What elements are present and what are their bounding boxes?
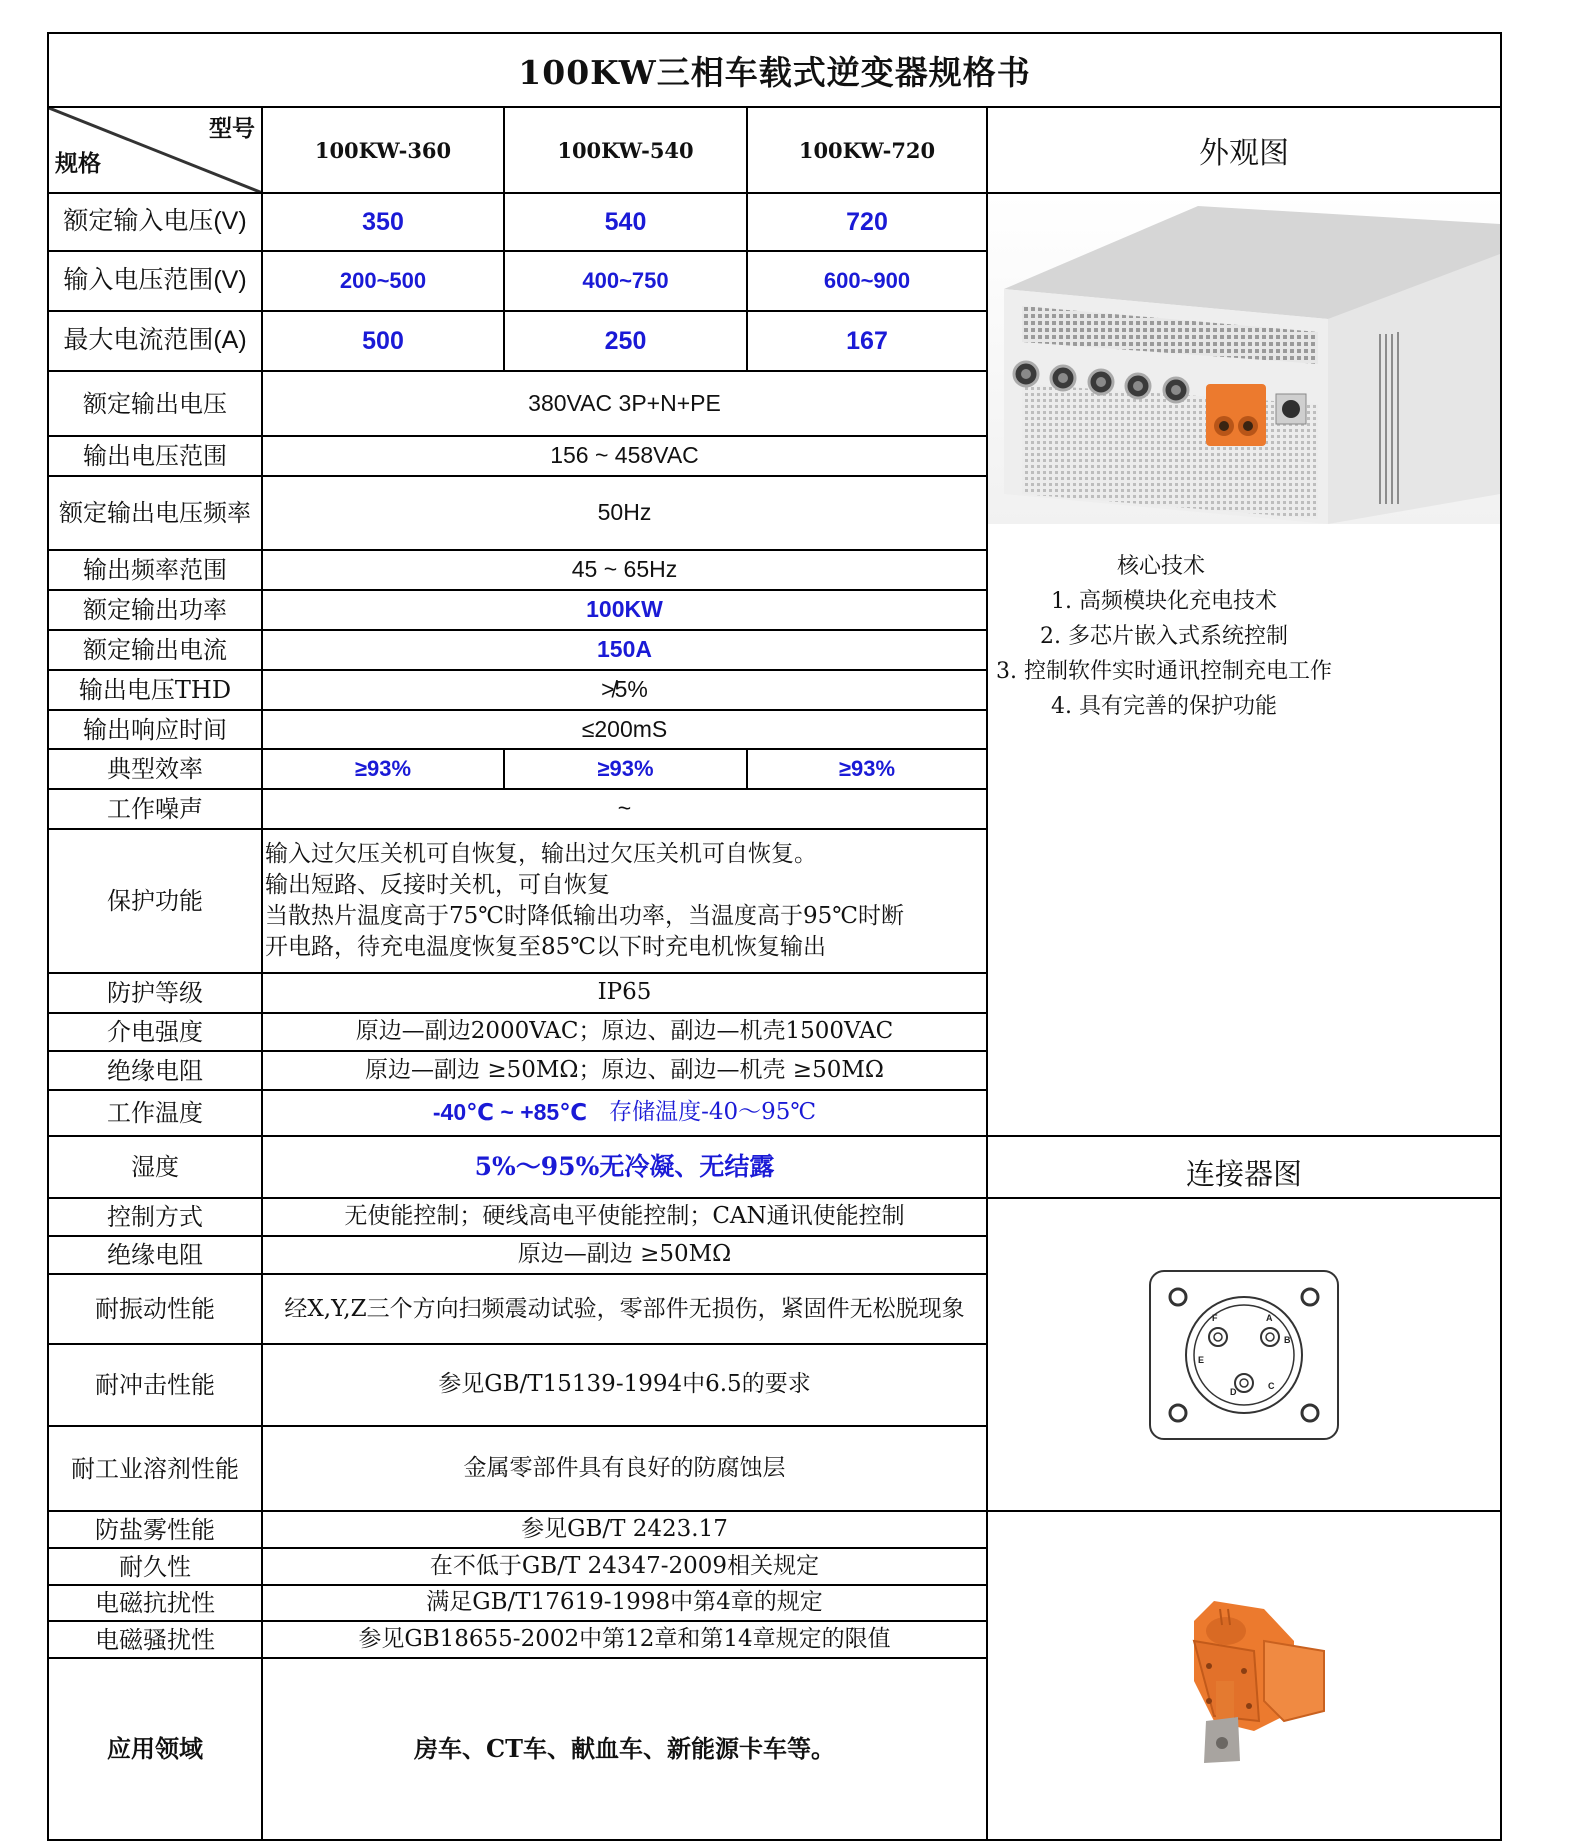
core-technology-item: 3. 控制软件实时通讯控制充电工作 bbox=[996, 659, 1332, 684]
connector-drawing-panel bbox=[986, 1197, 1502, 1512]
row-label-rated-output-frequency: 额定输出电压频率 bbox=[47, 475, 263, 551]
input-voltage-range-720: 600~900 bbox=[746, 250, 988, 312]
row-label-output-thd: 输出电压THD bbox=[47, 669, 263, 711]
row-label-control-mode: 控制方式 bbox=[47, 1197, 263, 1237]
max-current-360: 500 bbox=[261, 310, 505, 372]
output-thd-value: ≯5% bbox=[261, 669, 988, 711]
row-label-protection: 保护功能 bbox=[47, 828, 263, 974]
rated-input-voltage-720: 720 bbox=[746, 192, 988, 252]
storage-temp-range: 存储温度-40～95℃ bbox=[609, 1099, 817, 1126]
model-header-540: 100KW-540 bbox=[503, 106, 748, 194]
appearance-panel bbox=[986, 192, 1502, 1137]
row-label-application: 应用领域 bbox=[47, 1657, 263, 1841]
svg-text:A: A bbox=[1266, 1312, 1273, 1323]
row-label-output-voltage-range: 输出电压范围 bbox=[47, 435, 263, 477]
header-model-label: 型号 bbox=[209, 115, 255, 142]
output-voltage-range-value: 156 ~ 458VAC bbox=[261, 435, 988, 477]
row-label-rated-input-voltage: 额定输入电压(V) bbox=[47, 192, 263, 252]
core-technology-section bbox=[990, 549, 1332, 724]
core-technology-title: 核心技术 bbox=[1116, 554, 1205, 579]
protection-line: 输入过欠压关机可自恢复，输出过欠压关机可自恢复。 bbox=[265, 841, 817, 867]
row-label-efficiency: 典型效率 bbox=[47, 748, 263, 790]
row-label-rated-output-current: 额定输出电流 bbox=[47, 629, 263, 671]
row-label-insulation-resistance-2: 绝缘电阻 bbox=[47, 1235, 263, 1275]
protection-line: 开电路，待充电温度恢复至85℃以下时充电机恢复输出 bbox=[265, 934, 826, 960]
orange-connector-image bbox=[1154, 1581, 1334, 1771]
efficiency-360: ≥93% bbox=[261, 748, 505, 790]
max-current-540: 250 bbox=[503, 310, 748, 372]
svg-text:D: D bbox=[1230, 1386, 1237, 1397]
shock-value: 参见GB/T15139-1994中6.5的要求 bbox=[261, 1343, 988, 1427]
salt-fog-value: 参见GB/T 2423.17 bbox=[261, 1510, 988, 1549]
noise-value: ~ bbox=[261, 788, 988, 830]
document-title: 100KW三相车载式逆变器规格书 bbox=[47, 32, 1502, 108]
efficiency-540: ≥93% bbox=[503, 748, 748, 790]
protection-line: 输出短路、反接时关机，可自恢复 bbox=[265, 872, 610, 898]
humidity-value: 5%～95%无冷凝、无结露 bbox=[261, 1135, 988, 1199]
rated-output-frequency-value: 50Hz bbox=[261, 475, 988, 551]
connector-photo-panel bbox=[986, 1510, 1502, 1841]
operating-temperature-value bbox=[261, 1089, 988, 1137]
row-label-solvent-resistance: 耐工业溶剂性能 bbox=[47, 1425, 263, 1512]
model-header-360: 100KW-360 bbox=[261, 106, 505, 194]
svg-text:F: F bbox=[1212, 1312, 1218, 1323]
solvent-resistance-value: 金属零部件具有良好的防腐蚀层 bbox=[261, 1425, 988, 1512]
inverter-product-image bbox=[988, 194, 1500, 524]
row-label-output-frequency-range: 输出频率范围 bbox=[47, 549, 263, 591]
svg-text:B: B bbox=[1284, 1334, 1291, 1345]
row-label-operating-temperature: 工作温度 bbox=[47, 1089, 263, 1137]
rated-input-voltage-540: 540 bbox=[503, 192, 748, 252]
vibration-value: 经X,Y,Z三个方向扫频震动试验，零部件无损伤，紧固件无松脱现象 bbox=[261, 1273, 988, 1345]
application-value: 房车、CT车、献血车、新能源卡车等。 bbox=[261, 1657, 988, 1841]
header-corner-cell bbox=[47, 106, 263, 194]
row-label-shock: 耐冲击性能 bbox=[47, 1343, 263, 1427]
row-label-response-time: 输出响应时间 bbox=[47, 709, 263, 750]
model-header-720: 100KW-720 bbox=[746, 106, 988, 194]
output-frequency-range-value: 45 ~ 65Hz bbox=[261, 549, 988, 591]
rated-output-current-value: 150A bbox=[261, 629, 988, 671]
header-spec-label: 规格 bbox=[55, 150, 101, 177]
core-technology-item: 4. 具有完善的保护功能 bbox=[1051, 694, 1277, 719]
row-label-max-current-range: 最大电流范围(A) bbox=[47, 310, 263, 372]
rated-output-voltage-value: 380VAC 3P+N+PE bbox=[261, 370, 988, 437]
response-time-value: ≤200mS bbox=[261, 709, 988, 750]
row-label-emc-emission: 电磁骚扰性 bbox=[47, 1620, 263, 1659]
row-label-noise: 工作噪声 bbox=[47, 788, 263, 830]
input-voltage-range-540: 400~750 bbox=[503, 250, 748, 312]
dielectric-strength-value: 原边—副边2000VAC；原边、副边—机壳1500VAC bbox=[261, 1012, 988, 1052]
row-label-salt-fog: 防盐雾性能 bbox=[47, 1510, 263, 1549]
core-technology-item: 1. 高频模块化充电技术 bbox=[1051, 589, 1277, 614]
row-label-input-voltage-range: 输入电压范围(V) bbox=[47, 250, 263, 312]
durability-value: 在不低于GB/T 24347-2009相关规定 bbox=[261, 1547, 988, 1586]
connector-pinout-drawing bbox=[1144, 1265, 1344, 1445]
row-label-rated-output-power: 额定输出功率 bbox=[47, 589, 263, 631]
row-label-protection-level: 防护等级 bbox=[47, 972, 263, 1014]
row-label-dielectric-strength: 介电强度 bbox=[47, 1012, 263, 1052]
svg-text:E: E bbox=[1198, 1354, 1205, 1365]
row-label-rated-output-voltage: 额定输出电压 bbox=[47, 370, 263, 437]
connector-diagram-header: 连接器图 bbox=[986, 1135, 1502, 1199]
emc-emission-value: 参见GB18655-2002中第12章和第14章规定的限值 bbox=[261, 1620, 988, 1659]
protection-description bbox=[261, 828, 988, 974]
rated-output-power-value: 100KW bbox=[261, 589, 988, 631]
spec-sheet bbox=[47, 32, 1502, 1841]
operating-temp-range: -40℃ ~ +85℃ bbox=[432, 1099, 588, 1126]
core-technology-item: 2. 多芯片嵌入式系统控制 bbox=[1040, 624, 1288, 649]
row-label-insulation-resistance: 绝缘电阻 bbox=[47, 1050, 263, 1091]
protection-level-value: IP65 bbox=[261, 972, 988, 1014]
appearance-header: 外观图 bbox=[986, 106, 1502, 194]
insulation-resistance-value: 原边—副边 ≥50MΩ；原边、副边—机壳 ≥50MΩ bbox=[261, 1050, 988, 1091]
control-mode-value: 无使能控制；硬线高电平使能控制；CAN通讯使能控制 bbox=[261, 1197, 988, 1237]
insulation-resistance-2-value: 原边—副边 ≥50MΩ bbox=[261, 1235, 988, 1275]
emc-immunity-value: 满足GB/T17619-1998中第4章的规定 bbox=[261, 1584, 988, 1622]
protection-line: 当散热片温度高于75℃时降低输出功率，当温度高于95℃时断 bbox=[265, 903, 904, 929]
max-current-720: 167 bbox=[746, 310, 988, 372]
row-label-vibration: 耐振动性能 bbox=[47, 1273, 263, 1345]
svg-text:C: C bbox=[1268, 1380, 1275, 1391]
row-label-durability: 耐久性 bbox=[47, 1547, 263, 1586]
rated-input-voltage-360: 350 bbox=[261, 192, 505, 252]
input-voltage-range-360: 200~500 bbox=[261, 250, 505, 312]
efficiency-720: ≥93% bbox=[746, 748, 988, 790]
row-label-emc-immunity: 电磁抗扰性 bbox=[47, 1584, 263, 1622]
row-label-humidity: 湿度 bbox=[47, 1135, 263, 1199]
